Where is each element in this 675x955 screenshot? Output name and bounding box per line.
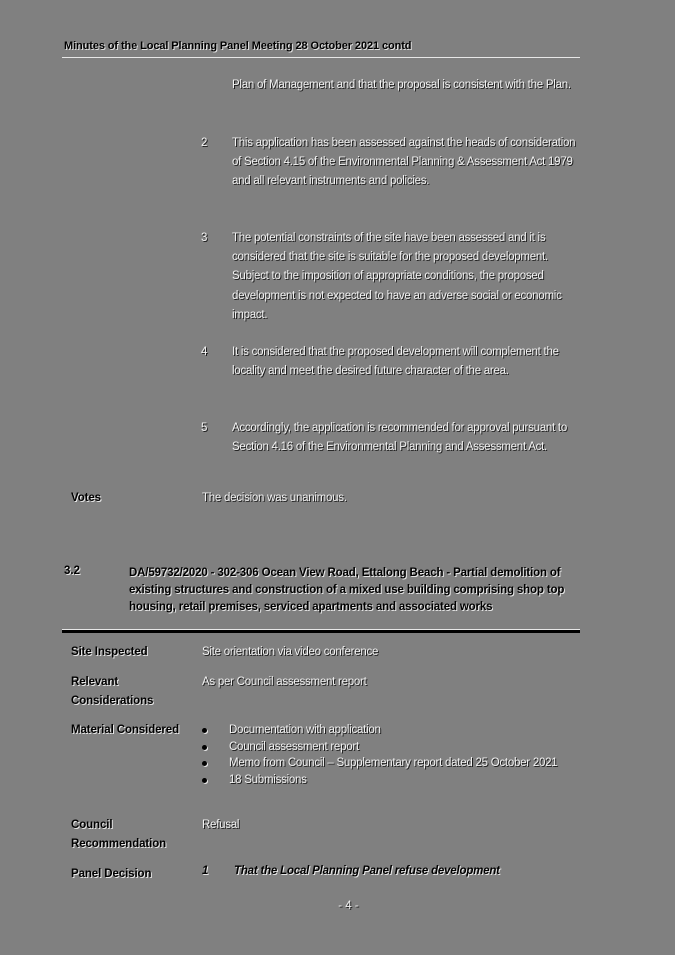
- reason-text: The potential constraints of the site have been assessed and it is considered that the site is suitable for the proposed development. Subject to the imposition of appropriate conditions, the proposed development is not expected to have an adverse social or economic impact.: [232, 232, 562, 321]
- reason-text: It is considered that the proposed development will complement the locality and meet the desired future character of the area.: [232, 346, 559, 378]
- council-recommendation-label: Council Recommendation: [71, 819, 167, 850]
- list-item: 18 Submissions: [202, 772, 582, 789]
- item-title: DA/59732/2020 - 302-306 Ocean View Road, Ettalong Beach - Partial demolition of existing structures and construction of a mixed use building comprising shop top housing, retail premises, serviced apartments and associated works: [129, 567, 565, 613]
- list-item: Memo from Council – Supplementary report dated 25 October 2021: [202, 755, 582, 772]
- panel-decision-label: Panel Decision: [71, 868, 152, 880]
- panel-decision-text: That the Local Planning Panel refuse development: [234, 865, 500, 877]
- reason-number: 4: [201, 346, 208, 358]
- list-item: Council assessment report: [202, 739, 582, 756]
- page-number: - 4 -: [338, 900, 359, 912]
- site-inspected-label: Site Inspected: [71, 646, 148, 658]
- site-inspected-value: Site orientation via video conference: [202, 646, 379, 658]
- votes-label: Votes: [71, 492, 101, 504]
- document-header-title: Minutes of the Local Planning Panel Meeting 28 October 2021 contd: [64, 40, 412, 52]
- reason-number: 2: [201, 137, 208, 149]
- bullet-icon: [202, 728, 207, 733]
- section-divider: [62, 629, 580, 633]
- votes-value: The decision was unanimous.: [202, 492, 347, 504]
- reason-number: 5: [201, 422, 208, 434]
- bullet-icon: [202, 761, 207, 766]
- relevant-considerations-value: As per Council assessment report: [202, 676, 367, 688]
- item-number: 3.2: [64, 565, 80, 577]
- reason-text: Accordingly, the application is recommended for approval pursuant to Section 4.16 of the Environmental Planning and Assessment Act.: [232, 422, 568, 454]
- panel-decision-number: 1: [202, 865, 209, 877]
- header-divider: [62, 57, 580, 58]
- reason-number: 3: [201, 232, 208, 244]
- material-considered-list: [202, 722, 582, 788]
- reason-1-continued: Plan of Management and that the proposal is consistent with the Plan.: [232, 79, 571, 91]
- bullet-icon: [202, 745, 207, 750]
- bullet-icon: [202, 778, 207, 783]
- council-recommendation-value: Refusal: [202, 819, 240, 831]
- relevant-considerations-label: Relevant Considerations: [71, 676, 154, 707]
- material-considered-label: Material Considered: [71, 724, 180, 736]
- list-item: Documentation with application: [202, 722, 582, 739]
- reason-text: This application has been assessed against the heads of consideration of Section 4.15 of the Environmental Planning & Assessment Act 1979 and all relevant instruments and policies.: [232, 137, 576, 188]
